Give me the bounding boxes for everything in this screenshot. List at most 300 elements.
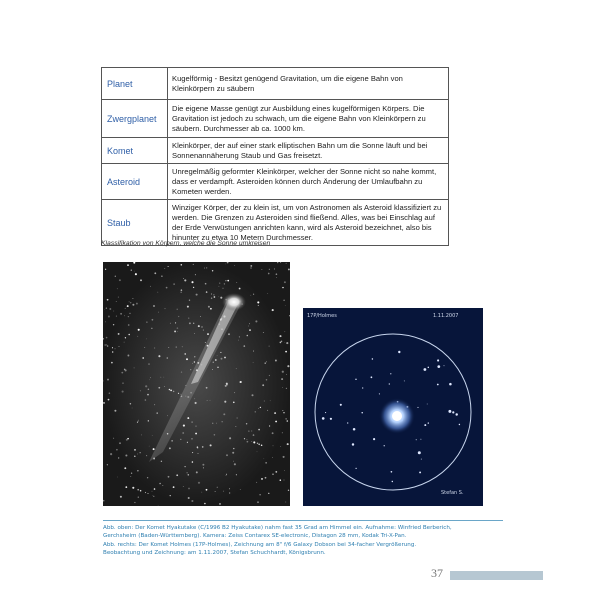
star-dot	[192, 363, 193, 364]
star-dot	[213, 362, 214, 363]
star-dot	[274, 412, 276, 414]
star-dot	[170, 390, 172, 392]
description-cell: Kleinkörper, der auf einer stark elliptischen Bahn um die Sonne läuft und bei Sonnenannäherung Staub und Gas freisetzt.	[168, 138, 449, 164]
star-dot	[192, 452, 193, 453]
star-dot	[104, 309, 105, 310]
star-dot	[197, 448, 198, 449]
star-dot	[253, 441, 255, 443]
star-dot	[107, 299, 109, 301]
star-dot	[452, 411, 454, 413]
star-dot	[190, 369, 191, 370]
star-dot	[420, 439, 421, 440]
star-dot	[205, 283, 207, 285]
star-dot	[371, 376, 373, 378]
star-dot	[128, 316, 129, 317]
star-dot	[106, 308, 107, 309]
page-bar-decoration	[450, 571, 543, 580]
star-dot	[115, 276, 116, 277]
star-dot	[195, 426, 196, 427]
star-dot	[288, 490, 289, 491]
star-dot	[389, 383, 390, 384]
comet-hyakutake-photo	[103, 262, 290, 506]
star-dot	[449, 383, 452, 386]
star-dot	[221, 358, 223, 360]
star-dot	[126, 439, 128, 441]
star-dot	[168, 347, 169, 348]
star-dot	[257, 501, 259, 503]
star-dot	[272, 457, 273, 458]
star-dot	[187, 417, 189, 419]
star-dot	[194, 398, 195, 399]
star-dot	[169, 447, 171, 449]
star-dot	[249, 329, 251, 331]
star-dot	[243, 345, 245, 347]
star-dot	[201, 326, 202, 327]
star-dot	[134, 367, 135, 368]
star-dot	[204, 503, 206, 505]
star-dot	[214, 434, 216, 436]
star-dot	[248, 326, 249, 327]
star-dot	[285, 501, 286, 502]
star-dot	[167, 415, 168, 416]
star-dot	[130, 476, 131, 477]
star-dot	[201, 492, 202, 493]
star-dot	[267, 293, 268, 294]
star-dot	[215, 359, 217, 361]
star-dot	[132, 408, 133, 409]
star-dot	[159, 483, 161, 485]
star-dot	[181, 394, 182, 395]
star-dot	[141, 434, 142, 435]
star-dot	[153, 495, 154, 496]
star-dot	[206, 387, 208, 389]
star-dot	[148, 493, 149, 494]
star-dot	[217, 355, 218, 356]
star-dot	[266, 379, 268, 381]
star-dot	[219, 503, 221, 505]
star-dot	[286, 263, 287, 264]
star-dot	[118, 297, 119, 298]
star-dot	[113, 438, 114, 439]
star-dot	[257, 301, 259, 303]
star-dot	[250, 295, 251, 296]
star-dot	[127, 355, 129, 357]
star-dot	[226, 475, 227, 476]
star-dot	[269, 425, 270, 426]
star-dot	[105, 269, 106, 270]
star-dot	[138, 329, 140, 331]
star-dot	[352, 443, 354, 445]
star-dot	[224, 357, 226, 359]
star-dot	[355, 468, 356, 469]
star-dot	[214, 296, 216, 298]
star-dot	[276, 277, 277, 278]
star-dot	[195, 433, 197, 435]
star-dot	[119, 442, 121, 444]
star-dot	[240, 489, 241, 490]
star-dot	[325, 412, 326, 413]
star-dot	[129, 302, 130, 303]
star-dot	[234, 265, 235, 266]
star-dot	[173, 391, 175, 393]
star-dot	[250, 265, 252, 267]
star-dot	[178, 393, 179, 394]
star-dot	[340, 404, 342, 406]
star-dot	[257, 451, 258, 452]
star-dot	[202, 464, 204, 466]
star-dot	[188, 474, 190, 476]
star-dot	[186, 472, 187, 473]
star-dot	[255, 320, 257, 322]
star-dot	[282, 432, 283, 433]
star-dot	[206, 267, 207, 268]
star-dot	[160, 377, 161, 378]
star-dot	[246, 439, 247, 440]
star-dot	[134, 502, 135, 503]
star-dot	[283, 412, 284, 413]
star-dot	[258, 408, 259, 409]
page-number: 37	[431, 566, 443, 580]
star-dot	[153, 305, 155, 307]
star-dot	[193, 323, 194, 324]
star-dot	[244, 438, 245, 439]
star-dot	[184, 466, 185, 467]
star-dot	[109, 308, 111, 310]
star-dot	[161, 275, 163, 277]
star-dot	[183, 425, 185, 427]
star-dot	[284, 342, 285, 343]
star-dot	[108, 315, 110, 317]
star-dot	[424, 424, 426, 426]
term-cell: Staub	[102, 200, 168, 246]
star-dot	[247, 335, 249, 337]
classification-table-wrapper	[101, 67, 449, 246]
star-dot	[223, 413, 225, 415]
star-dot	[196, 471, 198, 473]
star-dot	[419, 471, 421, 473]
star-dot	[192, 461, 194, 463]
star-dot	[217, 487, 218, 488]
star-dot	[215, 491, 216, 492]
star-dot	[390, 373, 391, 374]
star-dot	[125, 337, 126, 338]
star-dot	[152, 319, 154, 321]
star-dot	[227, 262, 228, 263]
star-dot	[128, 324, 130, 326]
star-dot	[109, 392, 111, 394]
star-dot	[164, 268, 165, 269]
star-dot	[251, 431, 252, 432]
star-dot	[147, 394, 149, 396]
star-dot	[275, 421, 277, 423]
star-dot	[262, 269, 263, 270]
star-dot	[130, 403, 131, 404]
star-dot	[127, 264, 129, 266]
star-dot	[224, 401, 226, 403]
star-dot	[219, 282, 220, 283]
star-dot	[148, 420, 149, 421]
star-dot	[379, 393, 380, 394]
star-dot	[283, 299, 285, 301]
star-dot	[204, 268, 205, 269]
star-dot	[276, 273, 278, 275]
star-dot	[137, 421, 138, 422]
star-dot	[119, 346, 120, 347]
drawing-label-date: 1.11.2007	[433, 313, 459, 319]
star-dot	[137, 336, 138, 337]
star-dot	[113, 311, 114, 312]
star-dot	[175, 322, 176, 323]
star-dot	[220, 297, 222, 299]
star-dot	[170, 495, 171, 496]
star-dot	[262, 384, 264, 386]
star-dot	[163, 377, 164, 378]
star-dot	[191, 281, 193, 283]
star-dot	[173, 486, 175, 488]
star-dot	[216, 423, 217, 424]
star-dot	[455, 413, 457, 415]
star-dot	[198, 325, 200, 327]
star-dot	[330, 418, 332, 420]
star-dot	[355, 379, 356, 380]
star-dot	[105, 322, 106, 323]
star-dot	[115, 348, 116, 349]
star-dot	[142, 357, 144, 359]
star-dot	[272, 473, 273, 474]
term-cell: Zwergplanet	[102, 100, 168, 138]
star-dot	[253, 351, 254, 352]
star-dot	[225, 280, 226, 281]
star-dot	[206, 489, 208, 491]
star-dot	[111, 362, 113, 364]
star-dot	[361, 412, 362, 413]
star-dot	[257, 443, 258, 444]
star-dot	[158, 355, 160, 357]
star-dot	[193, 287, 194, 288]
star-dot	[107, 464, 108, 465]
star-dot	[124, 369, 125, 370]
table-row	[102, 68, 449, 100]
star-dot	[284, 470, 285, 471]
star-dot	[112, 347, 113, 348]
star-dot	[232, 452, 234, 454]
description-cell: Kugelförmig - Besitzt genügend Gravitation, um die eigene Bahn von Kleinkörpern zu säubern	[168, 68, 449, 100]
star-dot	[146, 339, 147, 340]
star-dot	[203, 330, 204, 331]
star-dot	[135, 273, 137, 275]
description-cell: Unregelmäßig geformter Kleinkörper, welcher der Sonne nicht so nahe kommt, dass er verdampft. Asteroiden können durch Änderung der Umlaufbahn zu Kometen werden.	[168, 164, 449, 200]
star-dot	[207, 333, 209, 335]
star-dot	[234, 463, 236, 465]
star-dot	[167, 357, 169, 359]
star-dot	[270, 400, 271, 401]
star-dot	[178, 316, 179, 317]
star-dot	[156, 412, 157, 413]
star-dot	[118, 457, 119, 458]
star-dot	[287, 443, 289, 445]
star-dot	[404, 380, 405, 381]
star-dot	[234, 392, 235, 393]
star-dot	[168, 476, 170, 478]
star-dot	[149, 446, 150, 447]
star-dot	[145, 399, 147, 401]
star-dot	[229, 488, 230, 489]
star-dot	[272, 432, 274, 434]
star-dot	[187, 306, 189, 308]
star-dot	[428, 367, 429, 368]
description-cell: Winziger Körper, der zu klein ist, um von Astronomen als Asteroid klassifiziert zu werden. Die Grenzen zu Asteroiden sind fließend. Alles, was bei Einschlag auf der Erde Verwüstungen anrichten kann, wird als Asteroid bezeichnet, also bis hinunter zu etwa 10 Metern Durchmesser.	[168, 200, 449, 246]
star-dot	[213, 294, 214, 295]
star-dot	[177, 309, 178, 310]
star-dot	[113, 324, 114, 325]
star-dot	[448, 410, 451, 413]
star-dot	[118, 333, 120, 335]
star-dot	[154, 404, 155, 405]
star-dot	[212, 270, 213, 271]
star-dot	[134, 271, 135, 272]
star-dot	[282, 410, 283, 411]
star-dot	[459, 424, 460, 425]
star-dot	[233, 402, 235, 404]
star-dot	[285, 351, 287, 353]
star-dot	[267, 410, 268, 411]
star-dot	[176, 474, 178, 476]
star-dot	[148, 364, 149, 365]
star-dot	[282, 387, 283, 388]
star-dot	[114, 410, 116, 412]
star-dot	[424, 368, 427, 371]
star-dot	[153, 496, 154, 497]
star-dot	[194, 361, 195, 362]
star-dot	[392, 481, 393, 482]
star-dot	[103, 402, 105, 404]
star-dot	[119, 279, 121, 281]
star-dot	[152, 435, 153, 436]
star-dot	[285, 418, 286, 419]
star-dot	[253, 434, 255, 436]
star-dot	[124, 342, 125, 343]
star-dot	[154, 488, 156, 490]
star-dot	[196, 294, 198, 296]
star-dot	[226, 474, 227, 475]
star-dot	[239, 336, 240, 337]
star-dot	[211, 293, 212, 294]
photo-captions	[103, 520, 503, 557]
star-dot	[212, 369, 213, 370]
star-dot	[236, 368, 237, 369]
star-dot	[154, 272, 156, 274]
star-dot	[187, 442, 188, 443]
star-dot	[288, 268, 290, 270]
star-dot	[189, 300, 190, 301]
star-dot	[211, 298, 212, 299]
star-dot	[255, 411, 256, 412]
star-dot	[437, 384, 439, 386]
star-dot	[198, 482, 200, 484]
star-dot	[181, 292, 182, 293]
star-dot	[236, 426, 237, 427]
star-dot	[228, 333, 230, 335]
star-dot	[223, 288, 224, 289]
star-dot	[203, 467, 204, 468]
star-dot	[261, 445, 263, 447]
star-dot	[148, 389, 150, 391]
star-dot	[120, 313, 122, 315]
star-dot	[104, 344, 106, 346]
caption-line: Beobachtung und Zeichnung: am 1.11.2007, Stefan Schuchhardt, Königsbrunn.	[103, 549, 326, 556]
star-dot	[191, 438, 192, 439]
star-dot	[188, 497, 190, 499]
table-row	[102, 100, 449, 138]
star-dot	[279, 335, 281, 337]
classification-table	[101, 67, 449, 246]
star-dot	[120, 496, 122, 498]
star-dot	[194, 356, 195, 357]
star-dot	[269, 269, 270, 270]
table-caption: Klassifikation von Körpern, welche die Sonne umkreisen	[101, 240, 271, 247]
star-dot	[117, 477, 118, 478]
star-dot	[384, 445, 385, 446]
star-dot	[193, 264, 194, 265]
star-dot	[274, 268, 275, 269]
star-dot	[284, 480, 285, 481]
star-dot	[251, 394, 253, 396]
star-dot	[108, 399, 110, 401]
star-dot	[224, 283, 225, 284]
star-dot	[107, 379, 109, 381]
star-dot	[240, 381, 242, 383]
star-dot	[140, 490, 142, 492]
star-dot	[280, 479, 282, 481]
star-dot	[180, 439, 181, 440]
star-dot	[140, 452, 141, 453]
star-dot	[129, 313, 130, 314]
star-dot	[205, 342, 206, 343]
star-dot	[117, 288, 118, 289]
star-dot	[210, 400, 211, 401]
star-dot	[372, 358, 373, 359]
star-dot	[158, 505, 159, 506]
star-dot	[282, 287, 283, 288]
star-dot	[206, 291, 208, 293]
star-dot	[353, 428, 356, 431]
star-dot	[145, 492, 146, 493]
star-dot	[229, 437, 231, 439]
star-dot	[280, 446, 281, 447]
star-dot	[266, 362, 267, 363]
star-dot	[233, 448, 234, 449]
star-dot	[237, 417, 238, 418]
star-dot	[362, 387, 363, 388]
star-dot	[186, 358, 188, 360]
star-dot	[287, 420, 289, 422]
star-dot	[218, 296, 219, 297]
table-row	[102, 164, 449, 200]
star-dot	[260, 407, 261, 408]
star-dot	[210, 308, 212, 310]
star-dot	[286, 374, 287, 375]
star-dot	[131, 473, 132, 474]
star-dot	[184, 279, 186, 281]
star-dot	[124, 467, 126, 469]
star-dot	[284, 281, 286, 283]
star-dot	[269, 375, 270, 376]
star-dot	[152, 491, 153, 492]
star-dot	[188, 318, 189, 319]
star-dot	[134, 455, 136, 457]
star-dot	[421, 459, 422, 460]
star-dot	[198, 453, 199, 454]
